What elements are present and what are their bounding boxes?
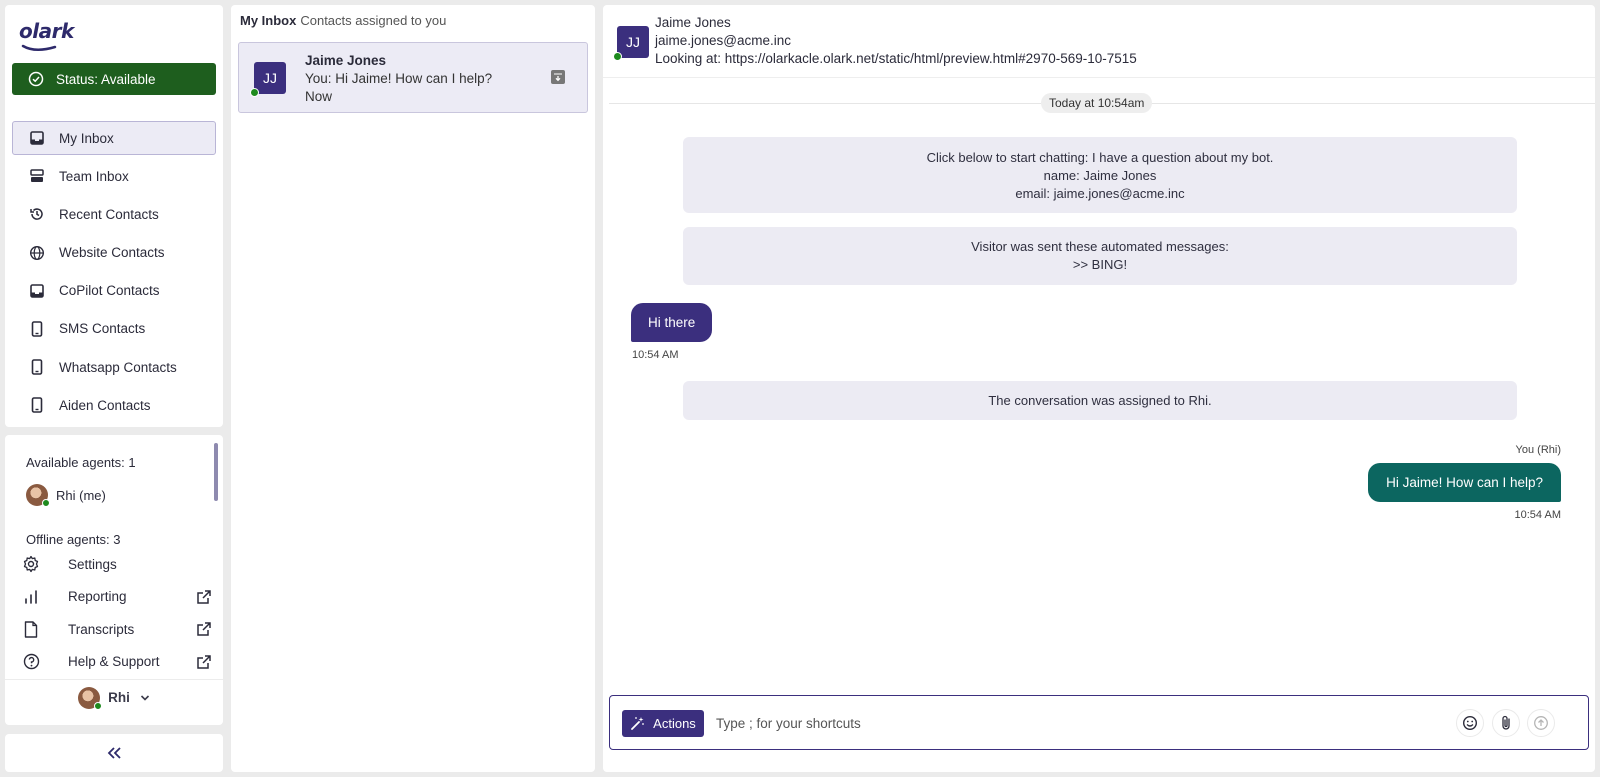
sidebar-item-label: Recent Contacts [59, 206, 159, 222]
phone-icon [29, 397, 45, 413]
double-chevron-left-icon [106, 746, 122, 760]
tool-label: Transcripts [68, 621, 135, 637]
tool-label: Reporting [68, 589, 127, 605]
sidebar-nav [12, 121, 216, 427]
online-indicator [42, 499, 50, 507]
chat-contact-name: Jaime Jones [655, 15, 731, 30]
status-label: Status: Available [56, 71, 156, 87]
system-message-line: name: Jaime Jones [1043, 168, 1157, 183]
magic-wand-icon [630, 716, 645, 731]
tools-list [22, 548, 212, 678]
phone-icon [29, 321, 45, 337]
reporting-link[interactable] [22, 581, 212, 614]
visitor-message-time: 10:54 AM [632, 349, 679, 361]
sidebar-item-sms-contacts[interactable] [12, 312, 216, 346]
chat-panel [603, 5, 1595, 772]
history-icon [29, 206, 45, 222]
phone-icon [29, 359, 45, 375]
globe-icon [29, 245, 45, 261]
avatar [26, 484, 48, 506]
contact-name: Jaime Jones [305, 53, 387, 68]
contact-avatar [617, 26, 649, 58]
system-message-line: email: jaime.jones@acme.inc [1015, 186, 1185, 201]
agent-message-bubble: Hi Jaime! How can I help? [1368, 463, 1561, 502]
external-link-icon [196, 589, 212, 605]
logo-swoosh-icon [21, 43, 57, 53]
message-input[interactable] [716, 710, 1436, 737]
chevron-down-icon [140, 693, 150, 703]
sidebar-item-label: My Inbox [59, 130, 114, 146]
user-menu[interactable] [5, 679, 223, 715]
available-agents-label: Available agents: 1 [26, 455, 136, 470]
external-link-icon [196, 654, 212, 670]
tool-label: Help & Support [68, 654, 160, 670]
inbox-title: My Inbox [240, 13, 297, 28]
system-message-line: >> BING! [1072, 257, 1128, 272]
inbox-header [240, 13, 446, 28]
sidebar-item-my-inbox[interactable] [12, 121, 216, 155]
agents-list [26, 455, 206, 547]
sidebar-item-website-contacts[interactable] [12, 236, 216, 270]
logo-text: olark [19, 19, 74, 43]
paperclip-icon [1499, 715, 1513, 731]
actions-button[interactable] [622, 710, 704, 737]
tool-label: Settings [68, 556, 117, 572]
message-composer [609, 695, 1589, 750]
emoji-button[interactable] [1456, 709, 1484, 737]
collapse-sidebar-button[interactable] [5, 734, 223, 772]
help-support-link[interactable] [22, 646, 212, 679]
sidebar-item-recent-contacts[interactable] [12, 197, 216, 231]
external-link-icon [196, 621, 212, 637]
actions-label: Actions [653, 716, 696, 731]
contact-preview: You: Hi Jaime! How can I help? [305, 71, 493, 86]
gear-icon [22, 555, 40, 573]
contact-initials: JJ [263, 70, 277, 86]
online-indicator [250, 88, 259, 97]
system-message-line: Visitor was sent these automated messages: [971, 239, 1229, 254]
inbox-icon [29, 130, 45, 146]
agent-row[interactable] [26, 484, 206, 506]
sidebar-item-team-inbox[interactable] [12, 159, 216, 193]
current-user-name: Rhi [108, 690, 130, 705]
offline-agents-label: Offline agents: 3 [26, 532, 121, 547]
visitor-message-bubble: Hi there [631, 303, 712, 342]
archive-icon[interactable] [551, 70, 565, 84]
sidebar-item-label: Whatsapp Contacts [59, 359, 177, 375]
agent-message-sender: You (Rhi) [1515, 444, 1561, 456]
agent-name: Rhi (me) [56, 487, 106, 503]
contact-time: Now [305, 89, 333, 104]
check-circle-icon [28, 71, 44, 87]
system-message [683, 137, 1517, 213]
inbox-icon [29, 283, 45, 299]
inbox-panel [231, 5, 595, 772]
system-message [683, 381, 1517, 420]
sidebar-item-label: SMS Contacts [59, 321, 146, 337]
sidebar-item-whatsapp-contacts[interactable] [12, 350, 216, 384]
agent-message-time: 10:54 AM [1514, 509, 1561, 521]
contact-avatar [254, 62, 286, 94]
sidebar-item-label: Aiden Contacts [59, 397, 151, 413]
sidebar-item-label: Website Contacts [59, 245, 165, 261]
send-button[interactable] [1527, 709, 1555, 737]
attach-button[interactable] [1492, 709, 1520, 737]
settings-link[interactable] [22, 548, 212, 581]
sidebar-nav-panel [5, 5, 223, 427]
transcripts-link[interactable] [22, 613, 212, 646]
agents-scrollbar[interactable] [214, 443, 218, 501]
sidebar-item-label: CoPilot Contacts [59, 283, 160, 299]
system-message-line: The conversation was assigned to Rhi. [988, 393, 1212, 408]
team-inbox-icon [29, 168, 45, 184]
olark-logo [19, 19, 89, 55]
sidebar-item-aiden-contacts[interactable] [12, 388, 216, 422]
help-icon [22, 653, 40, 671]
smiley-icon [1462, 715, 1478, 731]
contact-card[interactable] [238, 42, 588, 113]
chat-header [603, 5, 1595, 78]
avatar [78, 687, 100, 709]
system-message [683, 227, 1517, 285]
system-message-line: Click below to start chatting: I have a question about my bot. [926, 150, 1274, 165]
chat-contact-email: jaime.jones@acme.inc [655, 33, 792, 48]
send-arrow-icon [1533, 715, 1549, 731]
document-icon [22, 620, 40, 638]
sidebar-item-copilot-contacts[interactable] [12, 274, 216, 308]
sidebar-agents-panel [5, 435, 223, 725]
online-indicator [613, 52, 622, 61]
contact-initials: JJ [626, 34, 640, 50]
sidebar-item-label: Team Inbox [59, 168, 129, 184]
online-indicator [94, 702, 102, 710]
bar-chart-icon [22, 588, 40, 606]
inbox-subtitle: Contacts assigned to you [300, 13, 447, 28]
chat-looking-at: Looking at: https://olarkacle.olark.net/static/html/preview.html#2970-569-10-7515 [655, 51, 1137, 66]
date-divider: Today at 10:54am [1041, 93, 1152, 113]
status-button[interactable] [12, 63, 216, 95]
